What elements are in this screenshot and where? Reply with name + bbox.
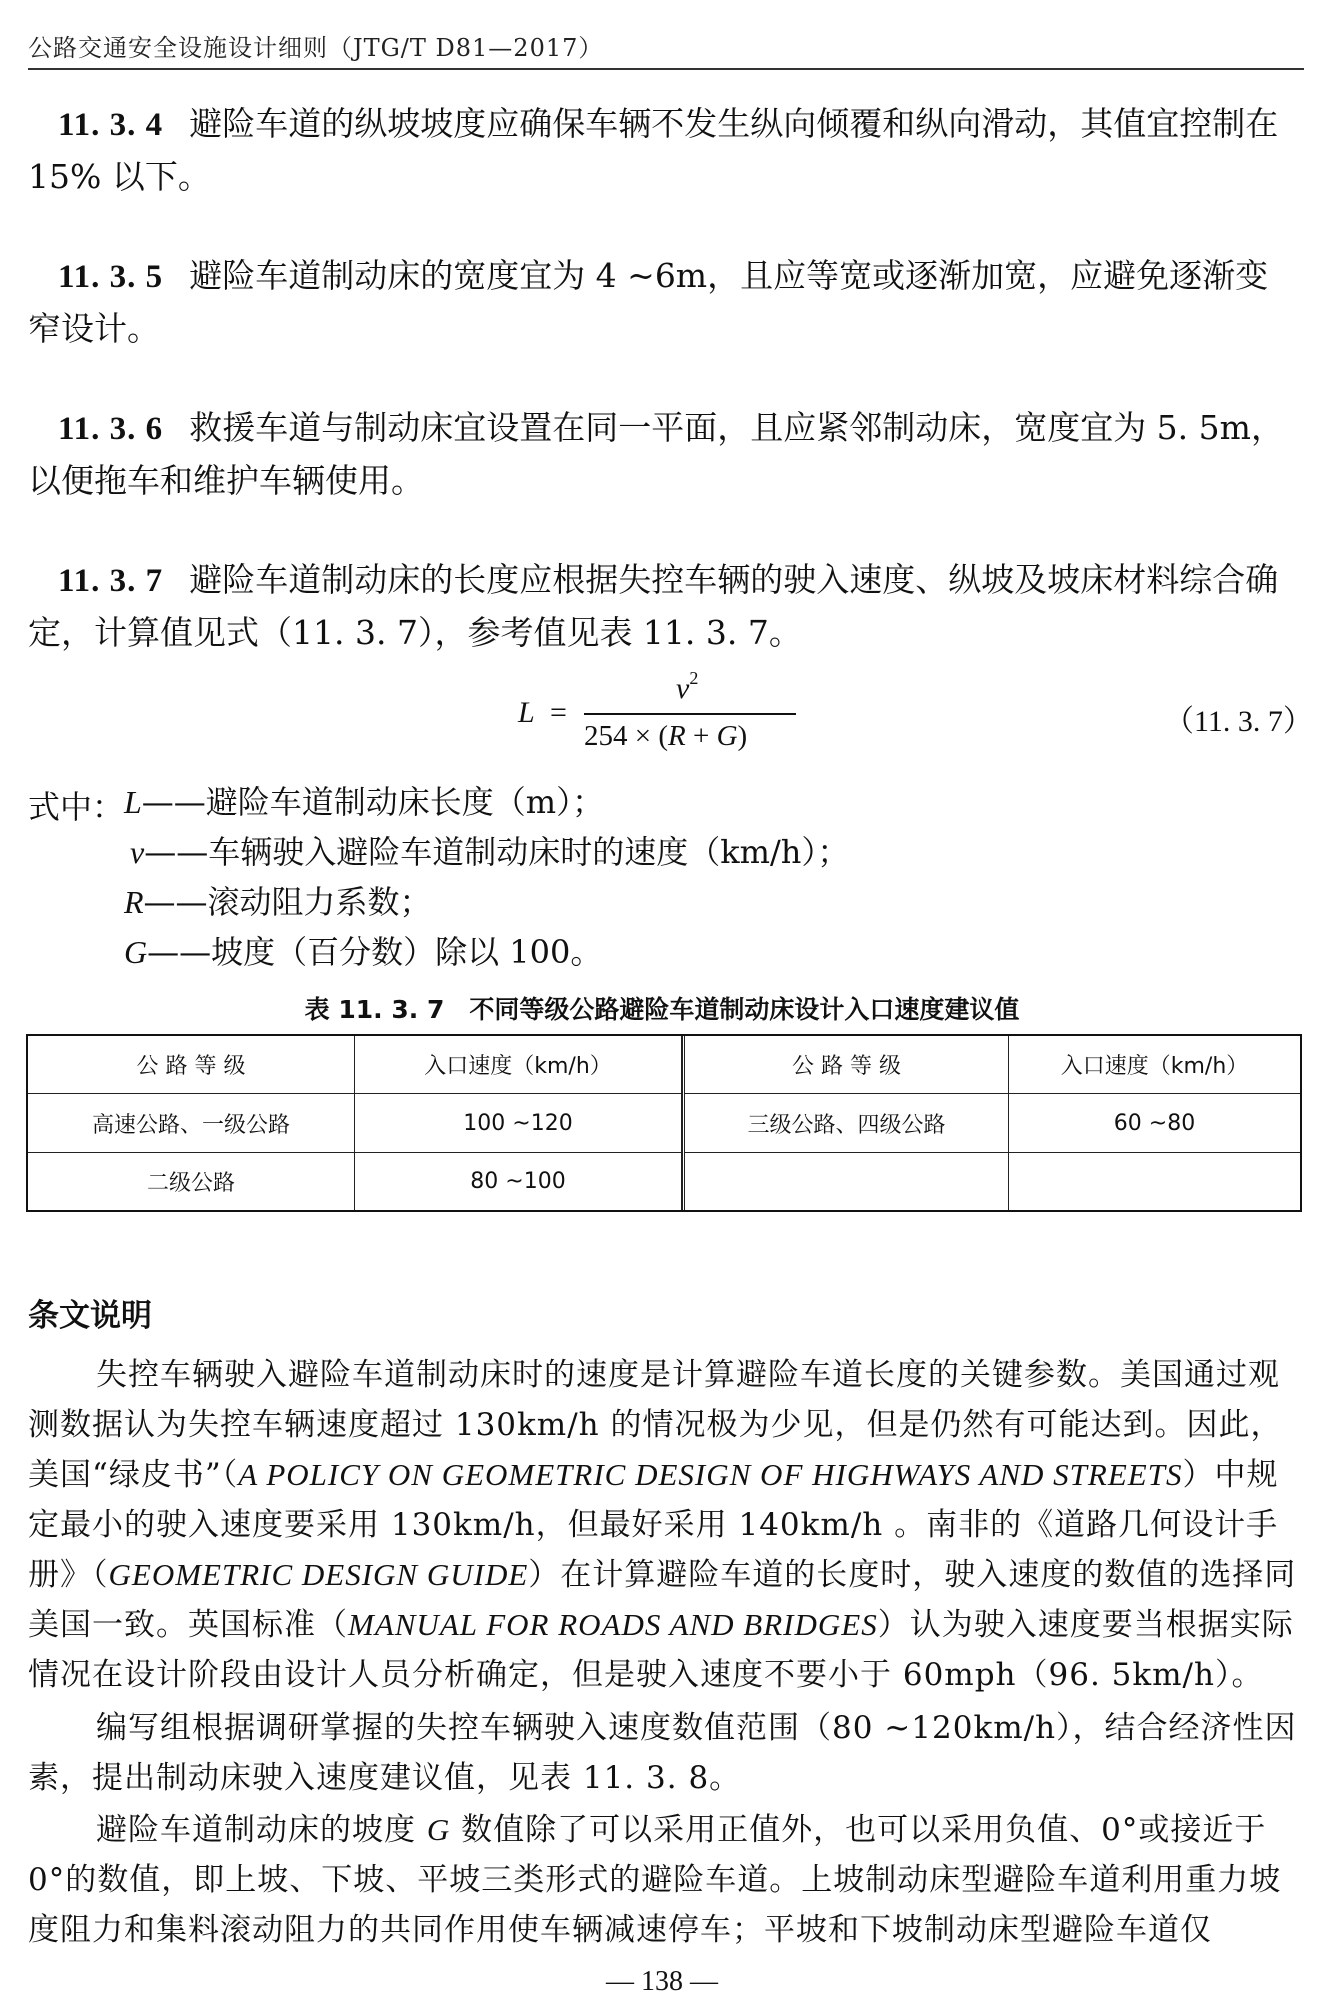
- clause-number: 11. 3. 5: [58, 259, 164, 295]
- formula-denominator: 254 × (R + G): [584, 720, 748, 752]
- commentary-paragraph-2: 编写组根据调研掌握的失控车辆驶入速度数值范围（80 ~120km/h），结合经济性因素，提出制动床驶入速度建议值，见表 11. 3. 8。: [28, 1710, 1297, 1796]
- definition-item: R——滚动阻力系数；: [124, 883, 432, 921]
- table-cell: 高速公路、一级公路: [28, 1094, 355, 1153]
- speed-table: [26, 1034, 1302, 1212]
- clause-11-3-7: [28, 554, 1300, 659]
- table-cell: 60 ~80: [1009, 1094, 1300, 1153]
- table-double-divider: [682, 1036, 685, 1210]
- clause-text: 避险车道的纵坡坡度应确保车辆不发生纵向倾覆和纵向滑动，其值宜控制在15% 以下。: [28, 104, 1279, 196]
- clause-text: 避险车道制动床的长度应根据失控车辆的驶入速度、纵坡及坡床材料综合确定，计算值见式（11. 3. 7），参考值见表 11. 3. 7。: [28, 560, 1279, 652]
- table-cell: 80 ~100: [355, 1153, 682, 1210]
- clause-11-3-4: [28, 98, 1300, 203]
- table-caption: 表 11. 3. 7 不同等级公路避险车道制动床设计入口速度建议值: [304, 995, 1020, 1024]
- header-rule: [28, 68, 1304, 70]
- table-cell: [685, 1153, 1009, 1210]
- formula-numerator: $v^2$: [676, 668, 699, 705]
- commentary-paragraph-1: 失控车辆驶入避险车道制动床时的速度是计算避险车道长度的关键参数。美国通过观测数据认为失控车辆速度超过 130km/h 的情况极为少见，但是仍然有可能达到。因此，美国“绿皮书”（A POLICY ON GEOMETRIC DESIGN OF HIGHWAYS AND STREETS）中规定最小的驶入速度要采用 130km/h，但最好采用 140km/h 。南非的《道路几何设计手册》（GEOMETRIC DESIGN GUIDE）在计算避险车道的长度时，驶入速度的数值的选择同美国一致。英国标准（MANUAL FOR ROADS AND BRIDGES）认为驶入速度要当根据实际情况在设计阶段由设计人员分析确定，但是驶入速度不要小于 60mph（96. 5km/h）。: [28, 1357, 1297, 1693]
- table-cell: 100 ~120: [355, 1094, 682, 1153]
- formula-11-3-7: [0, 668, 1324, 758]
- commentary-title: 条文说明: [28, 1298, 152, 1334]
- table-cell: 二级公路: [28, 1153, 355, 1210]
- fraction-bar: [584, 713, 796, 715]
- running-header: 公路交通安全设施设计细则（JTG/T D81—2017）: [28, 34, 604, 62]
- formula-equals: =: [550, 696, 567, 729]
- table-header-cell: 公 路 等 级: [28, 1036, 355, 1094]
- clause-text: 避险车道制动床的宽度宜为 4 ~6m，且应等宽或逐渐加宽，应避免逐渐变窄设计。: [28, 256, 1269, 348]
- equation-number: （11. 3. 7）: [1164, 705, 1313, 738]
- table-header-cell: 入口速度（km/h）: [1009, 1036, 1300, 1094]
- table-cell: 三级公路、四级公路: [685, 1094, 1009, 1153]
- formula-exponent: 2: [689, 668, 699, 688]
- clause-11-3-5: [28, 250, 1300, 355]
- clause-11-3-6: [28, 402, 1300, 507]
- commentary-paragraph-3: 避险车道制动床的坡度 G 数值除了可以采用正值外，也可以采用负值、0°或接近于 0°的数值，即上坡、下坡、平坡三类形式的避险车道。上坡制动床型避险车道利用重力坡度阻力和集料滚动阻力的共同作用使车辆减速停车；平坡和下坡制动床型避险车道仅: [28, 1812, 1282, 1948]
- table-header-cell: 公 路 等 级: [685, 1036, 1009, 1094]
- table-header-cell: 入口速度（km/h）: [355, 1036, 682, 1094]
- definition-item: v——车辆驶入避险车道制动床时的速度（km/h）；: [130, 833, 850, 871]
- clause-number: 11. 3. 4: [58, 107, 164, 143]
- table-cell: [1009, 1153, 1300, 1210]
- definition-item: G——坡度（百分数）除以 100。: [124, 933, 603, 971]
- page-number: — 138 —: [606, 1966, 718, 1997]
- clause-text: 救援车道与制动床宜设置在同一平面，且应紧邻制动床，宽度宜为 5. 5m，以便拖车和维护车辆使用。: [28, 408, 1284, 500]
- formula-lhs: L: [518, 696, 535, 729]
- definition-item: L——避险车道制动床长度（m）；: [124, 783, 605, 821]
- clause-number: 11. 3. 7: [58, 563, 164, 599]
- definitions-lead: 式中：: [28, 788, 125, 826]
- clause-number: 11. 3. 6: [58, 411, 164, 447]
